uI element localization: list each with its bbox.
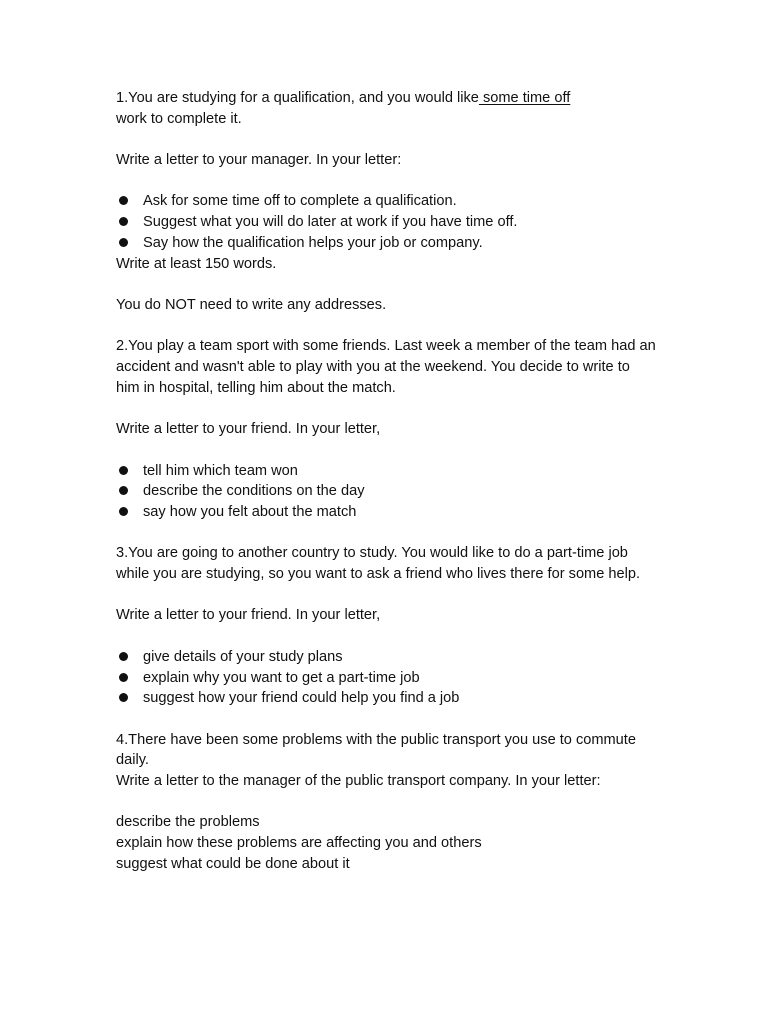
task-4-instruction: Write a letter to the manager of the public transport company. In your letter: — [116, 773, 601, 790]
task-1-bullet-list — [116, 191, 656, 253]
bullet-item: Say how the qualification helps your job or company. — [116, 233, 656, 254]
task-2-instruction: Write a letter to your friend. In your letter, — [116, 421, 381, 438]
bullet-item: say how you felt about the match — [116, 502, 656, 523]
task-4-point: explain how these problems are affecting you and others — [116, 835, 482, 852]
task-3-instruction: Write a letter to your friend. In your letter, — [116, 607, 381, 624]
bullet-item: tell him which team won — [116, 461, 656, 482]
task-1-instruction: Write a letter to your manager. In your letter: — [116, 152, 402, 169]
task-4-point: describe the problems — [116, 814, 260, 831]
task-4 — [116, 730, 656, 875]
task-2 — [116, 336, 656, 522]
task-1 — [116, 88, 656, 316]
task-1-prompt — [116, 88, 656, 129]
task-3-prompt: 3.You are going to another country to study. You would like to do a part-time job while you are studying, so you want to ask a friend who lives there for some help. — [116, 545, 641, 583]
document-page — [116, 88, 656, 875]
task-2-bullet-list — [116, 461, 656, 523]
task-1-underlined-phrase: some time off — [478, 90, 571, 106]
task-1-prompt-text: 1.You are studying for a qualification, and you would like — [116, 90, 479, 106]
task-1-note: You do NOT need to write any addresses. — [116, 296, 387, 313]
task-3-bullet-list — [116, 647, 656, 709]
bullet-item: Suggest what you will do later at work if you have time off. — [116, 212, 656, 233]
bullet-item: describe the conditions on the day — [116, 481, 656, 502]
bullet-item: give details of your study plans — [116, 647, 656, 668]
task-1-prompt-continuation: work to complete it. — [116, 110, 242, 127]
task-2-prompt: 2.You play a team sport with some friends. Last week a member of the team had an accident and wasn't able to play with you at the weekend. You decide to write to him in hospital, telling him about the match. — [116, 338, 656, 396]
bullet-item: suggest how your friend could help you find a job — [116, 688, 656, 709]
task-1-word-count: Write at least 150 words. — [116, 255, 277, 272]
task-4-prompt: 4.There have been some problems with the public transport you use to commute daily. — [116, 731, 636, 769]
bullet-item: explain why you want to get a part-time job — [116, 668, 656, 689]
task-3 — [116, 543, 656, 709]
bullet-item: Ask for some time off to complete a qualification. — [116, 191, 656, 212]
task-4-point: suggest what could be done about it — [116, 855, 350, 872]
